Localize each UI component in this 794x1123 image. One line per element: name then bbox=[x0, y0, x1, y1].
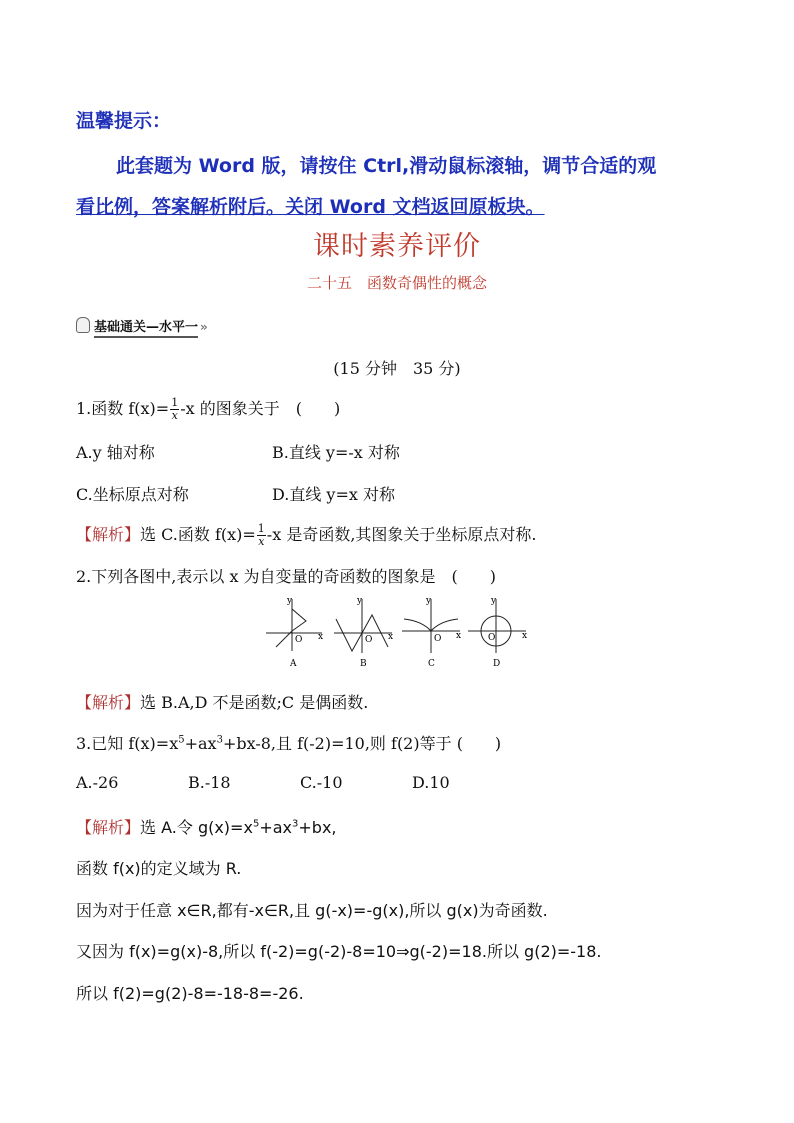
graph-b-y-label: y bbox=[357, 596, 363, 606]
q3-sup-5: 5 bbox=[178, 734, 185, 746]
section-header bbox=[76, 316, 208, 335]
q3-answer-line-4: 又因为 f(x)=g(x)-8,所以 f(-2)=g(-2)-8=10⇒g(-2)=18.所以 g(2)=-18. bbox=[76, 942, 602, 961]
q1-option-a: A.y 轴对称 bbox=[76, 443, 155, 462]
q3-option-b: B.-18 bbox=[188, 773, 231, 792]
page-subtitle: 二十五 函数奇偶性的概念 bbox=[306, 274, 487, 292]
graph-a-label: A bbox=[290, 659, 297, 669]
graph-a-y-label: y bbox=[287, 596, 293, 606]
tip-title: 温馨提示： bbox=[76, 110, 172, 132]
function-graphs-figure bbox=[262, 595, 532, 670]
graph-d bbox=[468, 599, 526, 653]
q1-option-b: B.直线 y=-x 对称 bbox=[272, 443, 400, 462]
tip-body bbox=[76, 146, 721, 228]
q3-answer-line-5: 所以 f(2)=g(2)-8=-18-8=-26. bbox=[76, 984, 304, 1003]
graph-c-origin: O bbox=[434, 634, 442, 644]
q3-answer-line-2: 函数 f(x)的定义域为 R. bbox=[76, 859, 242, 878]
graph-d-y-label: y bbox=[491, 596, 497, 606]
q1-frac-num: 1 bbox=[171, 396, 179, 409]
graph-c-label: C bbox=[428, 659, 435, 669]
q2-answer-text: 选 B.A,D 不是函数;C 是偶函数. bbox=[140, 693, 369, 712]
q1-answer-tag: 【解析】 bbox=[76, 525, 141, 544]
q3-stem-pre: 3.已知 f(x)=x bbox=[76, 734, 179, 753]
graph-a-origin: O bbox=[295, 635, 303, 645]
q2-answer bbox=[76, 690, 368, 713]
q3-answer-1-post: +bx, bbox=[298, 818, 337, 837]
q1-answer-post: -x 是奇函数,其图象关于坐标原点对称. bbox=[266, 525, 537, 544]
graph-b-label: B bbox=[360, 659, 367, 669]
page-title: 课时素养评价 bbox=[313, 231, 481, 262]
q1-answer-frac-num: 1 bbox=[257, 522, 265, 535]
q3-answer-line-3: 因为对于任意 x∈R,都有-x∈R,且 g(-x)=-g(x),所以 g(x)为奇函数. bbox=[76, 901, 548, 920]
q3-stem-post: +bx-8,且 f(-2)=10,则 f(2)等于 ( ) bbox=[222, 734, 502, 753]
q3-stem-mid: +ax bbox=[184, 734, 217, 753]
q3-answer-line-1 bbox=[76, 815, 337, 838]
graph-b bbox=[334, 599, 392, 653]
tip-line-2: 看比例，答案解析附后。关闭 Word 文档返回原板块。 bbox=[76, 196, 545, 218]
q2-answer-tag: 【解析】 bbox=[76, 693, 141, 712]
double-arrow-icon: » bbox=[200, 320, 208, 334]
q3-answer-sup-5: 5 bbox=[252, 818, 260, 830]
q1-answer-frac-den: x bbox=[258, 535, 265, 548]
q1-frac-den: x bbox=[171, 409, 178, 422]
section-label: 基础通关—水平一 bbox=[94, 320, 198, 338]
graph-a-x-label: x bbox=[318, 632, 324, 642]
time-info: (15 分钟 35 分) bbox=[333, 359, 461, 378]
graph-a bbox=[266, 599, 322, 651]
q1-fraction bbox=[170, 397, 179, 422]
q1-answer-fraction bbox=[257, 523, 266, 548]
lightbulb-icon bbox=[76, 317, 90, 333]
question-3-stem bbox=[76, 731, 501, 754]
graph-d-x-label: x bbox=[522, 631, 528, 641]
q3-answer-sup-3: 3 bbox=[292, 818, 299, 830]
q1-stem-post: -x 的图象关于 ( ) bbox=[180, 399, 341, 418]
q3-answer-1-mid: +ax bbox=[259, 818, 292, 837]
q1-stem-pre: 1.函数 f(x)= bbox=[76, 399, 170, 418]
q3-sup-3: 3 bbox=[216, 734, 223, 746]
graph-d-origin: O bbox=[488, 633, 496, 643]
question-2-stem: 2.下列各图中,表示以 x 为自变量的奇函数的图象是 ( ) bbox=[76, 567, 497, 586]
q3-option-c: C.-10 bbox=[300, 773, 343, 792]
q1-option-d: D.直线 y=x 对称 bbox=[272, 485, 395, 504]
graph-b-origin: O bbox=[365, 635, 373, 645]
q3-option-a: A.-26 bbox=[76, 773, 119, 792]
graph-c-y-label: y bbox=[426, 596, 432, 606]
question-1-stem bbox=[76, 396, 340, 422]
q3-answer-tag: 【解析】 bbox=[76, 818, 141, 837]
graph-d-label: D bbox=[493, 659, 501, 669]
q3-option-d: D.10 bbox=[412, 773, 450, 792]
tip-line-1: 此套题为 Word 版，请按住 Ctrl,滑动鼠标滚轴，调节合适的观 bbox=[116, 155, 657, 177]
q1-option-c: C.坐标原点对称 bbox=[76, 485, 189, 504]
q3-answer-1-pre: 选 A.令 g(x)=x bbox=[140, 818, 253, 837]
q1-answer-pre: 选 C.函数 f(x)= bbox=[140, 525, 256, 544]
q1-answer bbox=[76, 522, 537, 548]
graph-c-x-label: x bbox=[456, 631, 462, 641]
graph-c bbox=[402, 599, 460, 653]
graph-b-x-label: x bbox=[388, 632, 394, 642]
